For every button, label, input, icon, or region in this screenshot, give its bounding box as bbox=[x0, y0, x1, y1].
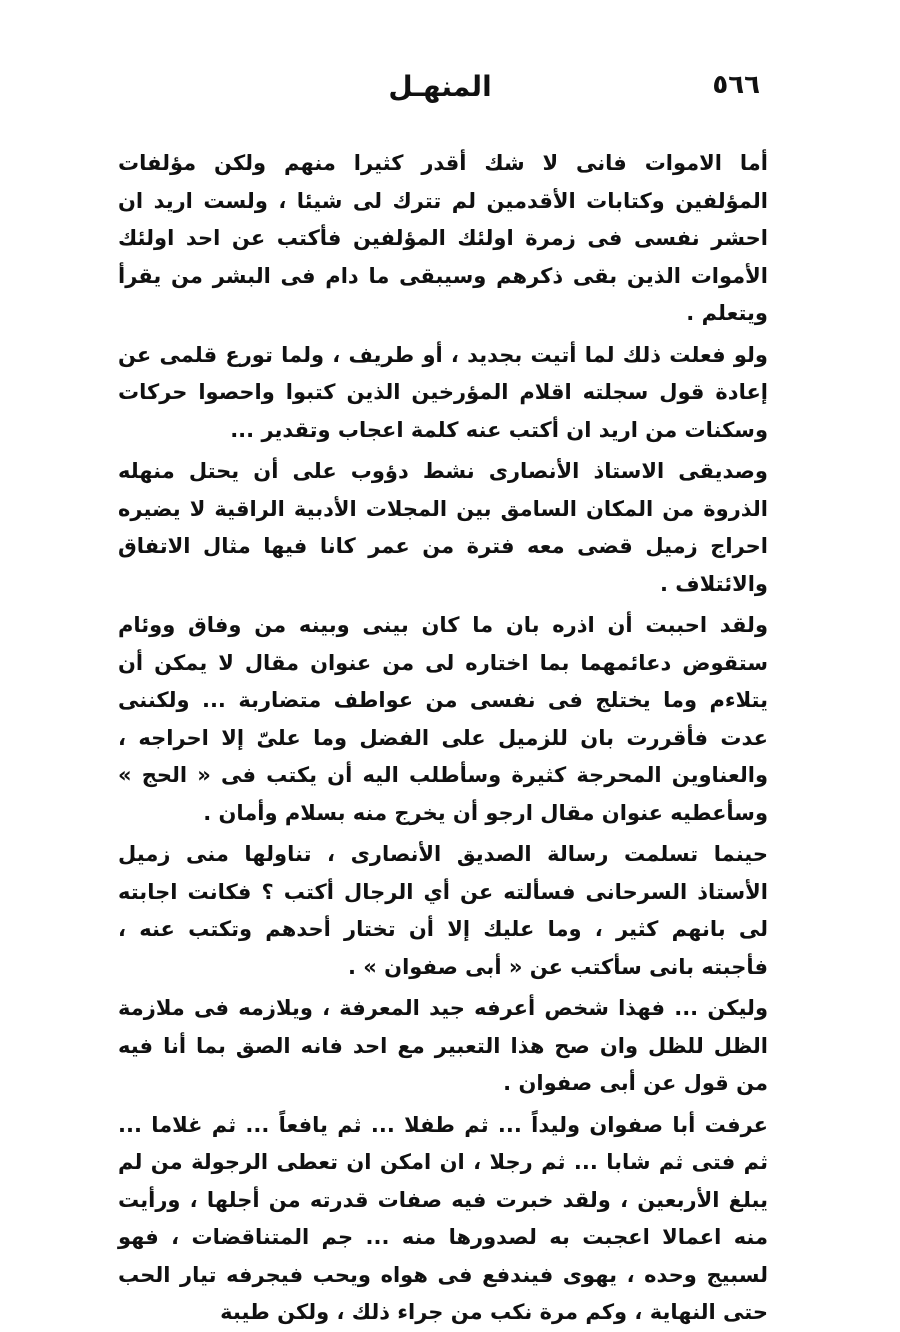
paragraph: أما الاموات فانى لا شك أقدر كثيرا منهم ولكن مؤلفات المؤلفين وكتابات الأقدمين لم تترك لى شيئا ، ولست اريد ان احشر نفسى فى زمرة اولئك المؤلفين فأكتب عن احد اولئك الأموات الذين بقى ذكرهم وسيبقى ما دام فى البشر من يقرأ ويتعلم . bbox=[118, 151, 768, 325]
article-body bbox=[118, 145, 768, 1332]
paragraph: ولو فعلت ذلك لما أتيت بجديد ، أو طريف ، ولما تورع قلمى عن إعادة قول سجلته اقلام المؤرخين الذين كتبوا واحصوا حركات وسكنات من اريد ان أكتب عنه كلمة اعجاب وتقدير ... bbox=[118, 342, 768, 442]
paragraph: وليكن ... فهذا شخص أعرفه جيد المعرفة ، ويلازمه فى ملازمة الظل للظل وان صح هذا التعبير مع احد فانه الصق بما أنا فيه من قول عن أبى صفوان . bbox=[118, 996, 768, 1095]
paragraph: وصديقى الاستاذ الأنصارى نشط دؤوب على أن يحتل منهله الذروة من المكان السامق بين المجلات الأدبية الراقية لا يضيره احراج زميل قضى معه فترة من عمر كانا فيها مثال الاتفاق والائتلاف . bbox=[118, 459, 768, 596]
paragraph: حينما تسلمت رسالة الصديق الأنصارى ، تناولها منى زميل الأستاذ السرحانى فسألته عن أي الرجال أكتب ؟ فكانت اجابته لى بانهم كثير ، وما عليك إلا أن تختار أحدهم وتكتب عنه ، فأجبته بانى سأكتب عن « أبى صفوان » . bbox=[118, 842, 768, 979]
paragraph: ولقد احببت أن اذره بان ما كان بينى وبينه من وفاق ووئام ستقوض دعائمهما بما اختاره لى من عنوان مقال لا يمكن أن يتلاءم وما يختلج فى نفسى من عواطف متضاربة ... ولكننى عدت فأقررت بان للزميل على الفضل وما علىّ إلا احراجه ، والعناوين المحرجة كثيرة وسأطلب اليه أن يكتب فى « الحج » وسأعطيه عنوان مقال ارجو أن يخرج منه بسلام وأمان . bbox=[118, 613, 768, 825]
page-number: ٥٦٦ bbox=[712, 70, 760, 100]
page-header bbox=[120, 70, 760, 110]
paragraph: عرفت أبا صفوان وليداً ... ثم طفلا ... ثم يافعاً ... ثم غلاما ... ثم فتى ثم شابا ... ثم رجلا ، ان امكن ان تعطى الرجولة من لم يبلغ الأربعين ، ولقد خبرت فيه صفات قدرته من أجلها ، ورأيت منه اعمالا اعجبت به لصدورها منه ... جم المتناقضات ، فهو لسبيج وحده ، يهوى فيندفع فى هواه ويحب فيجرفه تيار الحب حتى النهاية ، وكم مرة نكب من جراء ذلك ، ولكن طيبة bbox=[118, 1112, 768, 1324]
running-title: المنهـل bbox=[388, 70, 492, 103]
